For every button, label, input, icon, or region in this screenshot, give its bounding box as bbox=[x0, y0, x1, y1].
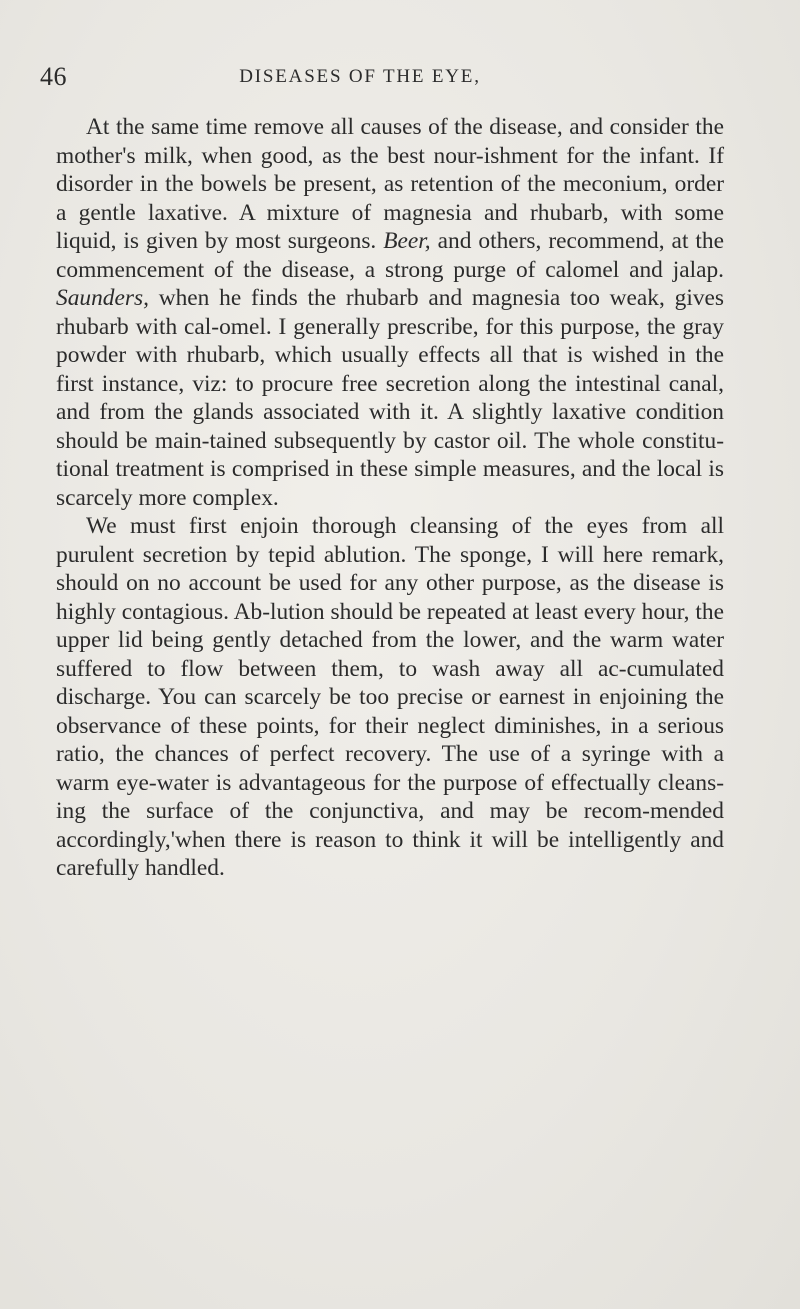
page-number: 46 bbox=[40, 62, 67, 91]
running-head bbox=[40, 62, 760, 94]
text-run: when he finds the rhubarb and magnesia too weak, gives rhubarb with cal-omel. I generally prescribe, for this purpose, the gray powder with rhubarb, which usually effects all that is wished in the first instance, viz: to procure free secretion along the intestinal canal, and from the glands associated with it. A slightly laxative condition should be main-tained subsequently by castor oil. The whole constitu-tional treatment is comprised in these simple measures, and the local is scarcely more complex. bbox=[56, 285, 724, 511]
text-run: At the same time remove all causes of the disease, and consider the mother's milk, when good, as the best nour-ishment for the infant. If disorder in the bowels be present, as retention of the meconium, order a gentle laxative. A mixture of magnesia and rhubarb, with some liquid, is given by most surgeons. bbox=[56, 114, 724, 254]
paragraph-treatment-constitutional bbox=[56, 113, 724, 512]
author-name-saunders: Saunders, bbox=[56, 285, 149, 311]
running-title: DISEASES OF THE EYE, bbox=[239, 66, 481, 87]
text-run: We must first enjoin thorough cleansing of the eyes from all purulent secretion by tepid ablution. The sponge, I will here remark, should on no account be used for any other purpose, as the disease is highly contagious. Ab-lution should be repeated at least every hour, the upper lid being gently detached from the lower, and the warm water suffered to flow between them, to wash away all ac-cumulated discharge. You can scarcely be too precise or earnest in enjoining the observance of these points, for their neglect diminishes, in a serious ratio, the chances of perfect recovery. The use of a syringe with a warm eye-water is advantageous for the purpose of effectually cleans-ing the surface of the conjunctiva, and may be recom-mended accordingly,'when there is reason to think it will be intelligently and carefully handled. bbox=[56, 513, 724, 881]
author-name-beer: Beer, bbox=[383, 228, 431, 254]
paragraph-treatment-local bbox=[56, 512, 724, 883]
body-text bbox=[56, 113, 724, 883]
text-run: and others, recommend, at the commencement of the disease, a strong purge of calomel and jalap. bbox=[56, 228, 724, 283]
